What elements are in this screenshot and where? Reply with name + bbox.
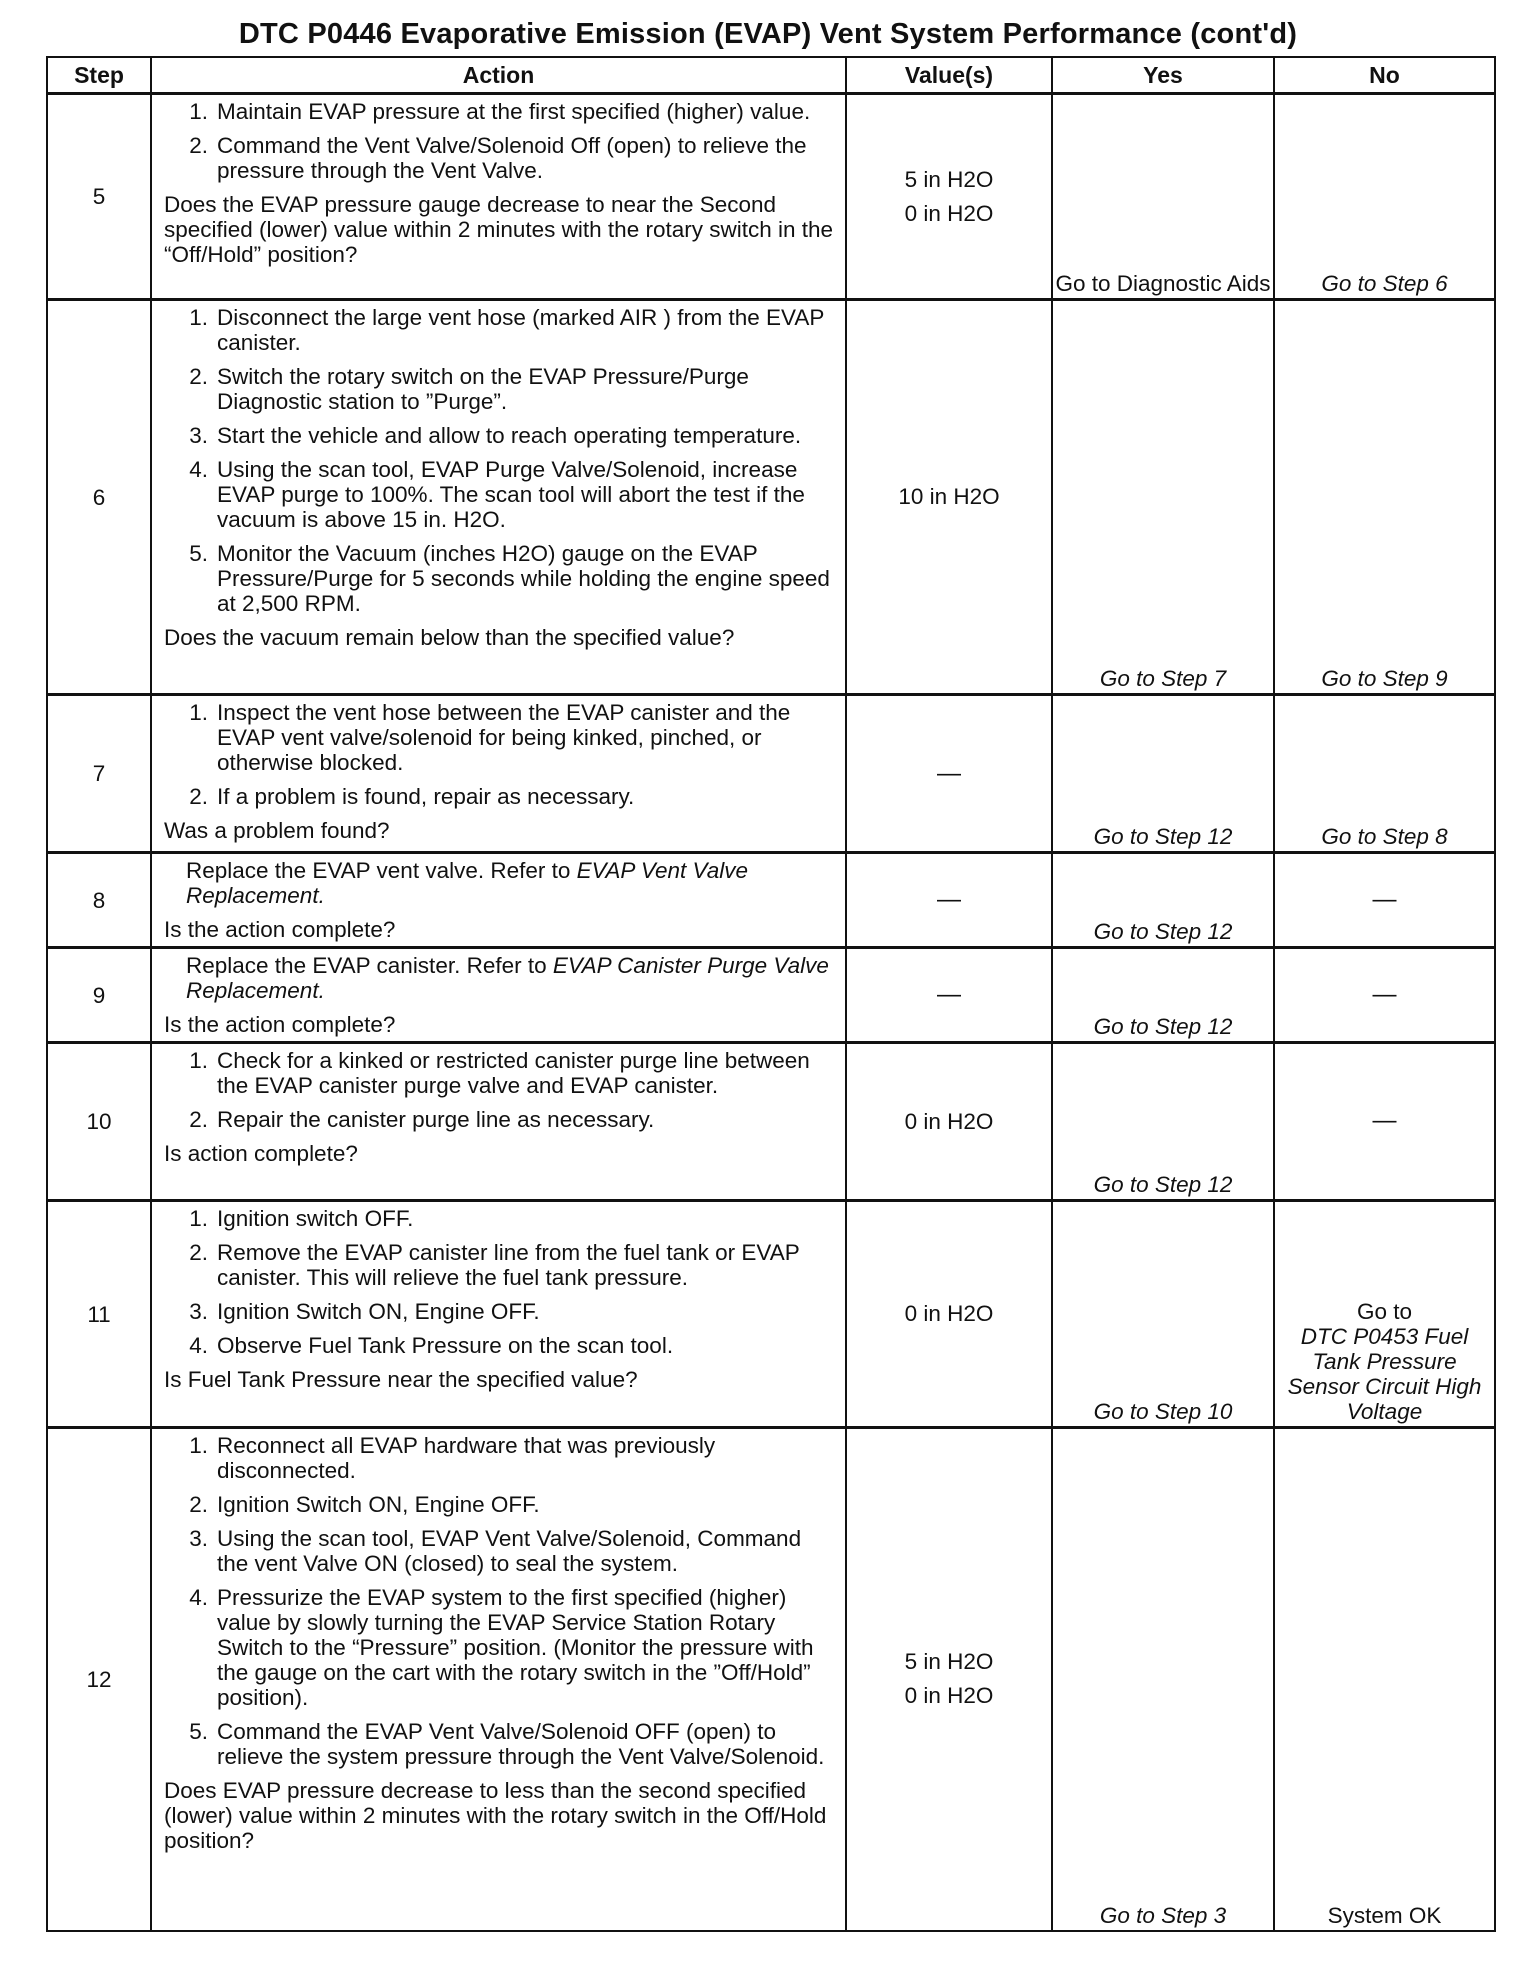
- action-cell: [151, 695, 846, 853]
- yes-result-text: Go to Step 3: [1099, 1902, 1227, 1928]
- no-result: [1274, 948, 1495, 1043]
- no-result: [1274, 695, 1495, 853]
- yes-result-text: Go to Step 10: [1093, 1399, 1233, 1424]
- no-result-text: —: [1372, 1107, 1397, 1134]
- values-cell: [846, 1043, 1052, 1201]
- value: 5 in H2O: [904, 166, 994, 192]
- action-item-number: 2.: [189, 364, 208, 389]
- yes-result: [1052, 1428, 1274, 1931]
- no-result-text: —: [1372, 885, 1397, 913]
- action-question: Is the action complete?: [164, 1012, 396, 1037]
- table-row: [47, 695, 1495, 853]
- action-item-number: 2.: [189, 1240, 208, 1265]
- action-item: [164, 1433, 837, 1483]
- yes-result: [1052, 853, 1274, 948]
- action-item-number: 1.: [189, 305, 208, 330]
- no-result-prefix: Go to: [1356, 1299, 1413, 1324]
- yes-result: [1052, 300, 1274, 695]
- action-item-number: 4.: [189, 1585, 208, 1610]
- table-row: [47, 948, 1495, 1043]
- yes-result: [1052, 1043, 1274, 1201]
- action-item-number: 2.: [189, 133, 208, 158]
- action-item-number: 2.: [189, 784, 208, 809]
- step-number: 11: [47, 1201, 151, 1428]
- yes-result: [1052, 948, 1274, 1043]
- action-item-text: Pressurize the EVAP system to the first specified (higher) value by slowly turning the EVAP Service Station Rotary Switch to the “Pressure” position. (Monitor the pressure with the gauge on the cart with the rotary switch in the ”Off/Hold” position).: [217, 1585, 814, 1710]
- no-result: [1274, 94, 1495, 300]
- header-step: Step: [47, 57, 151, 94]
- action-item-text: Remove the EVAP canister line from the fuel tank or EVAP canister. This will relieve the fuel tank pressure.: [217, 1240, 800, 1290]
- value: 0 in H2O: [904, 1108, 994, 1134]
- action-item-number: 1.: [189, 1206, 208, 1231]
- action-cell: [151, 300, 846, 695]
- values-cell: [846, 94, 1052, 300]
- action-item-number: 3.: [189, 1299, 208, 1324]
- yes-result: [1052, 94, 1274, 300]
- procedure-reference: EVAP Vent Valve Replacement.: [186, 858, 748, 908]
- yes-result-text: Go to Step 12: [1093, 824, 1233, 849]
- value: —: [937, 981, 961, 1008]
- action-item-text: Command the EVAP Vent Valve/Solenoid OFF (open) to relieve the system pressure through the Vent Valve/Solenoid.: [217, 1719, 825, 1769]
- page-title: DTC P0446 Evaporative Emission (EVAP) Vent System Performance (cont'd): [238, 18, 1298, 50]
- action-item-number: 1.: [189, 700, 208, 725]
- action-item: [164, 700, 837, 775]
- action-item: [164, 1333, 837, 1358]
- action-item-number: 2.: [189, 1107, 208, 1132]
- action-item-number: 4.: [189, 1333, 208, 1358]
- action-item-text: Ignition switch OFF.: [217, 1206, 414, 1231]
- value: 5 in H2O: [904, 1649, 994, 1675]
- no-result: [1274, 853, 1495, 948]
- action-list: [164, 99, 837, 183]
- action-item-number: 3.: [189, 1526, 208, 1551]
- action-list: [164, 1206, 837, 1358]
- action-item-number: 4.: [189, 457, 208, 482]
- table-row: [47, 94, 1495, 300]
- action-item-text: Observe Fuel Tank Pressure on the scan tool.: [217, 1333, 674, 1358]
- value: 0 in H2O: [904, 1301, 994, 1326]
- header-yes: Yes: [1052, 57, 1274, 94]
- action-item: [164, 457, 837, 532]
- yes-result-text: Go to Diagnostic Aids: [1055, 271, 1271, 296]
- action-item-text: Maintain EVAP pressure at the first specified (higher) value.: [217, 99, 811, 124]
- action-item-number: 5.: [189, 1719, 208, 1744]
- action-item: [164, 1048, 837, 1098]
- action-question: Does the vacuum remain below than the specified value?: [164, 625, 735, 650]
- action-item-text: Inspect the vent hose between the EVAP canister and the EVAP vent valve/solenoid for being kinked, pinched, or otherwise blocked.: [217, 700, 791, 775]
- action-item-text: Using the scan tool, EVAP Vent Valve/Solenoid, Command the vent Valve ON (closed) to seal the system.: [217, 1526, 802, 1576]
- action-item-text: Switch the rotary switch on the EVAP Pressure/Purge Diagnostic station to ”Purge”.: [217, 364, 749, 414]
- action-list: [164, 1433, 837, 1769]
- step-number: 9: [47, 948, 151, 1043]
- action-cell: [151, 853, 846, 948]
- action-question: Was a problem found?: [164, 818, 390, 843]
- action-item: [164, 133, 837, 183]
- action-item-text: Ignition Switch ON, Engine OFF.: [217, 1299, 540, 1324]
- action-instruction: [164, 953, 837, 1003]
- value: 10 in H2O: [898, 484, 1000, 509]
- action-item: [164, 1107, 837, 1132]
- action-item-number: 2.: [189, 1492, 208, 1517]
- no-result-text: —: [1372, 980, 1397, 1008]
- action-cell: [151, 1428, 846, 1931]
- no-result: [1274, 1428, 1495, 1931]
- action-item-text: Using the scan tool, EVAP Purge Valve/Solenoid, increase EVAP purge to 100%. The scan tool will abort the test if the vacuum is above 15 in. H2O.: [217, 457, 805, 532]
- action-cell: [151, 1043, 846, 1201]
- no-result-text: Go to Step 6: [1321, 271, 1448, 296]
- value: 0 in H2O: [904, 200, 994, 226]
- step-number: 10: [47, 1043, 151, 1201]
- action-question: Is action complete?: [164, 1141, 358, 1166]
- action-item: [164, 364, 837, 414]
- action-item-text: Start the vehicle and allow to reach operating temperature.: [217, 423, 802, 448]
- action-item: [164, 1206, 837, 1231]
- header-values: Value(s): [846, 57, 1052, 94]
- procedure-reference: EVAP Canister Purge Valve Replacement.: [186, 953, 829, 1003]
- step-number: 6: [47, 300, 151, 695]
- action-list: [164, 305, 837, 616]
- action-item: [164, 1585, 837, 1710]
- table-row: [47, 1428, 1495, 1931]
- values-cell: [846, 1201, 1052, 1428]
- action-cell: [151, 94, 846, 300]
- no-result: [1274, 1043, 1495, 1201]
- step-number: 12: [47, 1428, 151, 1931]
- action-item-text: Reconnect all EVAP hardware that was previously disconnected.: [217, 1433, 716, 1483]
- no-result-text: Go to Step 9: [1321, 666, 1448, 691]
- action-question: Does EVAP pressure decrease to less than the second specified (lower) value within 2 minutes with the rotary switch in the Off/Hold position?: [164, 1778, 827, 1853]
- action-item-text: Repair the canister purge line as necessary.: [217, 1107, 655, 1132]
- values-cell: [846, 300, 1052, 695]
- no-result-text: DTC P0453 Fuel Tank Pressure Sensor Circuit High Voltage: [1287, 1324, 1482, 1424]
- yes-result-text: Go to Step 12: [1093, 919, 1233, 944]
- diagnostic-table: [46, 56, 1496, 1932]
- values-cell: [846, 1428, 1052, 1931]
- step-number: 5: [47, 94, 151, 300]
- table-header-row: [47, 57, 1495, 94]
- header-no: No: [1274, 57, 1495, 94]
- value: 0 in H2O: [904, 1683, 994, 1709]
- table-row: [47, 1043, 1495, 1201]
- action-item: [164, 784, 837, 809]
- table-row: [47, 853, 1495, 948]
- action-item: [164, 1719, 837, 1769]
- no-result: [1274, 1201, 1495, 1428]
- value: —: [937, 759, 961, 787]
- values-cell: [846, 948, 1052, 1043]
- action-item-text: Command the Vent Valve/Solenoid Off (open) to relieve the pressure through the Vent Valve.: [217, 133, 807, 183]
- action-item-number: 3.: [189, 423, 208, 448]
- action-item-text: Check for a kinked or restricted canister purge line between the EVAP canister purge valve and EVAP canister.: [217, 1048, 810, 1098]
- action-item-text: Disconnect the large vent hose (marked AIR ) from the EVAP canister.: [217, 305, 824, 355]
- action-item-text: Ignition Switch ON, Engine OFF.: [217, 1492, 540, 1517]
- action-item: [164, 1492, 837, 1517]
- header-action: Action: [151, 57, 846, 94]
- action-item-number: 1.: [189, 1433, 208, 1458]
- action-list: [164, 1048, 837, 1132]
- no-result-text: System OK: [1327, 1902, 1442, 1928]
- action-item-number: 5.: [189, 541, 208, 566]
- action-item-number: 1.: [189, 99, 208, 124]
- values-cell: [846, 695, 1052, 853]
- action-instruction-text: Replace the EVAP vent valve. Refer to: [186, 858, 577, 883]
- no-result-text: Go to Step 8: [1321, 824, 1448, 849]
- yes-result-text: Go to Step 12: [1093, 1172, 1233, 1197]
- values-cell: [846, 853, 1052, 948]
- action-item: [164, 1526, 837, 1576]
- action-item: [164, 423, 837, 448]
- action-item-text: If a problem is found, repair as necessary.: [217, 784, 635, 809]
- step-number: 8: [47, 853, 151, 948]
- action-list: [164, 700, 837, 809]
- yes-result-text: Go to Step 7: [1099, 666, 1227, 691]
- yes-result: [1052, 1201, 1274, 1428]
- action-instruction-text: Replace the EVAP canister. Refer to: [186, 953, 553, 978]
- value: —: [937, 886, 961, 913]
- action-item: [164, 541, 837, 616]
- table-row: [47, 300, 1495, 695]
- yes-result-text: Go to Step 12: [1093, 1014, 1233, 1039]
- step-number: 7: [47, 695, 151, 853]
- no-result: [1274, 300, 1495, 695]
- action-item: [164, 1299, 837, 1324]
- action-cell: [151, 1201, 846, 1428]
- action-item: [164, 99, 837, 124]
- action-question: Is the action complete?: [164, 917, 396, 942]
- table-row: [47, 1201, 1495, 1428]
- action-item-text: Monitor the Vacuum (inches H2O) gauge on the EVAP Pressure/Purge for 5 seconds while holding the engine speed at 2,500 RPM.: [217, 541, 830, 616]
- yes-result: [1052, 695, 1274, 853]
- action-question: Does the EVAP pressure gauge decrease to near the Second specified (lower) value within 2 minutes with the rotary switch in the “Off/Hold” position?: [164, 192, 834, 267]
- action-question: Is Fuel Tank Pressure near the specified value?: [164, 1367, 638, 1392]
- action-item: [164, 305, 837, 355]
- action-instruction: [164, 858, 837, 908]
- action-item: [164, 1240, 837, 1290]
- action-item-number: 1.: [189, 1048, 208, 1073]
- action-cell: [151, 948, 846, 1043]
